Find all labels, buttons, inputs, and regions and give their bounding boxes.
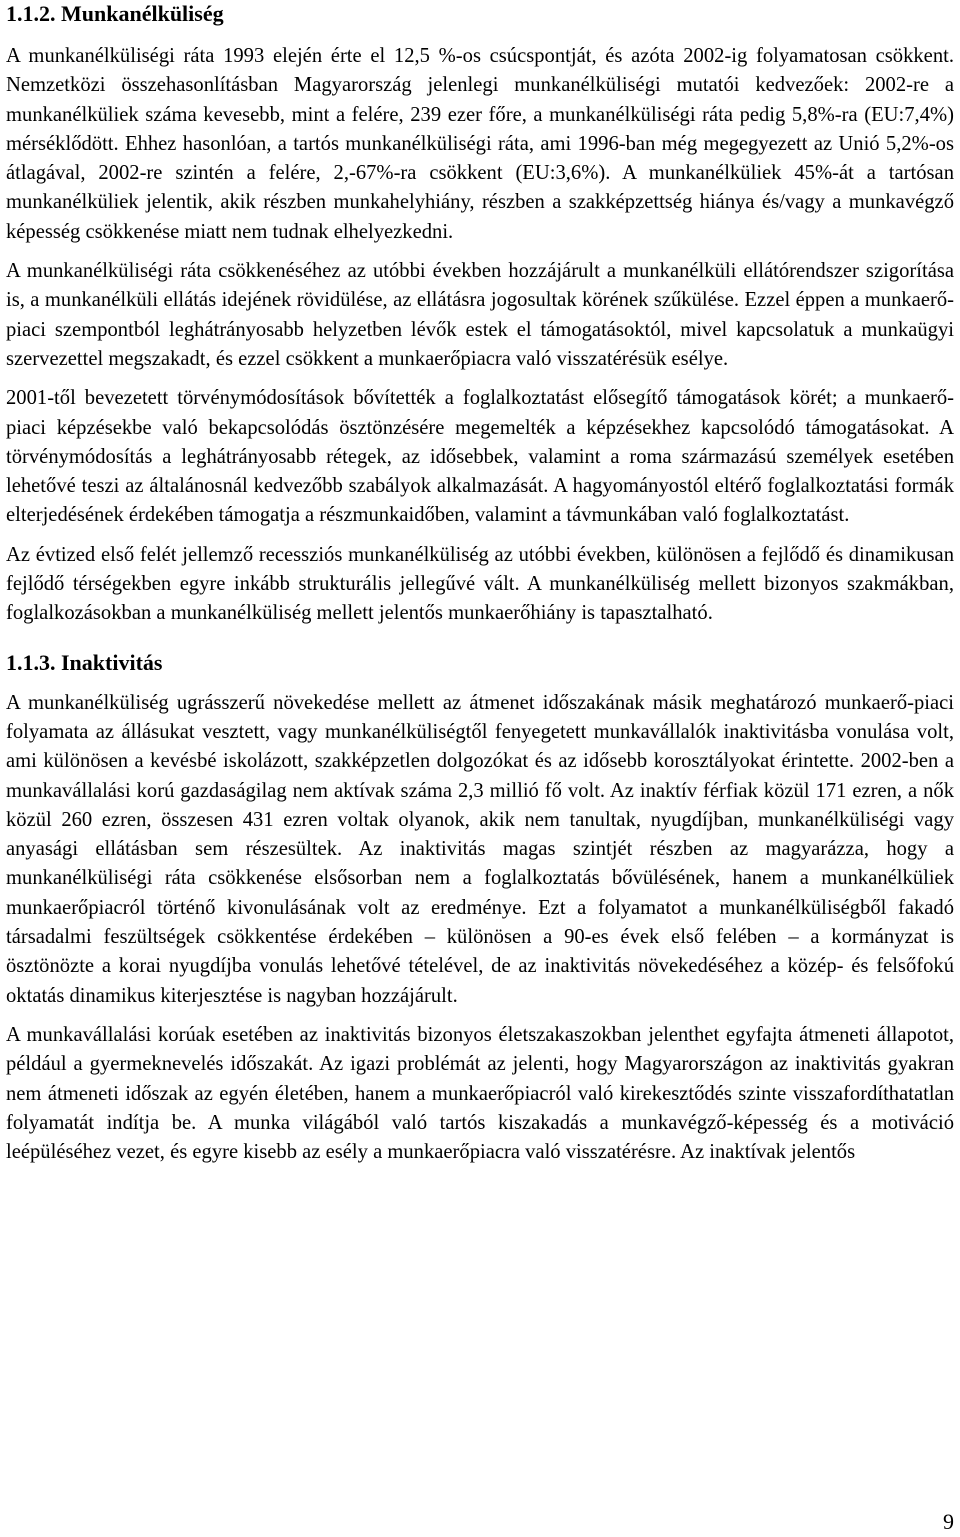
document-page [6,0,954,1167]
section-heading-inaktivitas: 1.1.3. Inaktivitás [6,649,163,675]
paragraph: A munkavállalási korúak esetében az inaktivitás bizonyos életszakaszokban jelenthet egyfajta átmeneti állapotot, például a gyermeknevelés időszakát. Az igazi problémát az jelenti, hogy Magyarországon az inaktivitás gyakran nem átmeneti időszak az egyén életében, hanem a munkaerőpiacról való kirekesztődés szinte visszafordíthatatlan folyamatát indítja be. A munka világából való tartós kiszakadás a munkavégző-képesség és a motiváció leépüléséhez vezet, és egyre kisebb az esély a munkaerőpiacra való visszatérésre. Az inaktívak jelentős [6,1023,954,1164]
paragraph: 2001-től bevezetett törvénymódosítások bővítették a foglalkoztatást elősegítő támogatások körét; a munkaerő-piaci képzésekbe való bekapcsolódás ösztönzésére megemelték a képzésekhez kapcsolódó támogatásokat. A törvénymódosítás a leghátrányosabb rétegek, az idősebbek, valamint a roma származású személyek esetében lehetővé teszi az általánosnál kedvezőbb szabályok alkalmazását. A hagyományostól eltérő foglalkoztatási formák elterjedésének érdekében támogatja a részmunkaidőben, valamint a távmunkában való foglalkoztatást. [6,387,954,527]
paragraph: A munkanélküliség ugrásszerű növekedése mellett az átmenet időszakának másik meghatározó munkaerő-piaci folyamata az állásukat vesztett, vagy munkanélküliségtől fenyegetett munkavállalók inaktivitásba vonulása volt, ami különösen a kevésbé iskolázott, szakképzetlen dolgozókat és az idősebb korosztályokat érintette. 2002-ben a munkavállalási korú gazdaságilag nem aktívak száma 2,3 millió fő volt. Az inaktív férfiak közül 171 ezren, a nők közül 260 ezren, összesen 431 ezren voltak olyanok, akik nem tanultak, nyugdíjban, munkanélküliségi vagy anyasági ellátásban sem részesültek. Az inaktivitás magas szintjét részben az magyarázza, hogy a munkanélküliségi ráta csökkenése elsősorban nem a foglalkoztatás bővülésének, hanem a munkanélküliek munkaerőpiacról történő kivonulásának volt az eredménye. Ezt a folyamatot a munkanélküliségből fakadó társadalmi feszültségek csökkentése érdekében – különösen a 90-es évek első felében – a kormányzat is ösztönözte a korai nyugdíjba vonulás lehetővé tételével, de az inaktivitás növekedéséhez a közép- és felsőfokú oktatás dinamikus kiterjesztése is nagyban hozzájárult. [6,691,954,1007]
paragraph: A munkanélküliségi ráta csökkenéséhez az utóbbi években hozzájárult a munkanélküli ellátórendszer szigorítása is, a munkanélküli ellátás idejének rövidülése, az ellátásra jogosultak körének szűkülése. Ezzel éppen a munkaerő-piaci szempontból leghátrányosabb helyzetben lévők estek el támogatásoktól, mivel kapcsolatuk a munkaügyi szervezettel megszakadt, és ezzel csökkent a munkaerőpiacra való visszatérésük esélye. [6,260,954,370]
paragraph: Az évtized első felét jellemző recessziós munkanélküliség az utóbbi években, különösen a fejlődő és dinamikusan fejlődő térségekben egyre inkább strukturális jellegűvé vált. A munkanélküliség mellett bizonyos szakmákban, foglalkozásokban a munkanélküliség mellett jelentős munkaerőhiány is tapasztalható. [6,543,954,625]
paragraph: A munkanélküliségi ráta 1993 elején érte el 12,5 %-os csúcspontját, és azóta 2002-ig folyamatosan csökkent. Nemzetközi összehasonlításban Magyarország jelenlegi munkanélküliségi mutatói kedvezőek: 2002-re a munkanélküliek száma kevesebb, mint a felére, 239 ezer főre, a munkanélküliségi ráta pedig 5,8%-ra (EU:7,4%) mérséklődött. Ehhez hasonlóan, a tartós munkanélküliségi ráta, ami 1996-ban még megegyezett az Unió 5,2%-os átlagával, 2002-re szintén a felére, 2,-67%-ra csökkent (EU:3,6%). A munkanélküliek 45%-át a tartósan munkanélküliek jelentik, akik részben munkahelyhiány, részben a szakképzettség hiánya és/vagy a munkavégző képesség csökkenése miatt nem tudnak elhelyezkedni. [6,45,954,243]
section-heading-munkanelkuliseg: 1.1.2. Munkanélküliség [6,1,224,26]
page-number: 9 [943,1509,954,1534]
